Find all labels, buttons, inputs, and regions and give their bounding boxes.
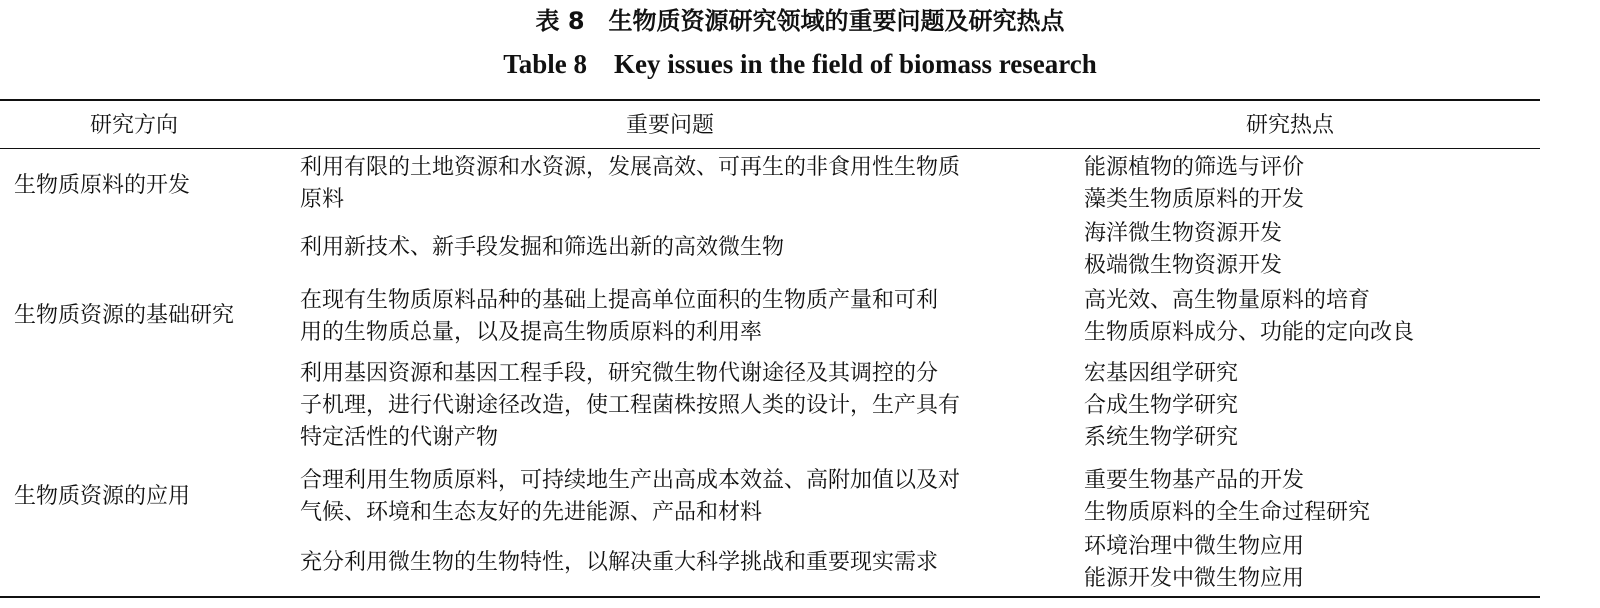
header-key-issues: 重要问题: [626, 113, 715, 138]
issue-line: 合理利用生物质原料，可持续地生产出高成本效益、高附加值以及对: [300, 468, 961, 493]
hotspot-item: 宏基因组学研究: [1084, 361, 1239, 386]
hotspot-item: 海洋微生物资源开发: [1084, 221, 1283, 246]
issue-item: [300, 285, 938, 349]
table-header-rule: [0, 148, 1540, 149]
issue-item: [300, 547, 938, 579]
hotspot-item: 生物质原料成分、功能的定向改良: [1084, 320, 1415, 345]
issue-line: 特定活性的代谢产物: [300, 425, 499, 450]
hotspot-item: 环境治理中微生物应用: [1084, 534, 1305, 559]
issue-item: [300, 358, 960, 454]
issue-line: 在现有生物质原料品种的基础上提高单位面积的生物质产量和可利: [300, 288, 939, 313]
issue-line: 原料: [300, 187, 345, 212]
issue-line: 气候、环境和生态友好的先进能源、产品和材料: [300, 500, 763, 525]
issue-line: 利用新技术、新手段发掘和筛选出新的高效微生物: [300, 235, 785, 260]
hotspot-group: [1084, 531, 1304, 595]
hotspot-item: 极端微生物资源开发: [1084, 253, 1283, 278]
hotspot-item: 系统生物学研究: [1084, 425, 1239, 450]
direction-application: 生物质资源的应用: [14, 484, 191, 509]
header-research-direction: 研究方向: [90, 113, 179, 138]
issue-line: 子机理，进行代谢途径改造，使工程菌株按照人类的设计，生产具有: [300, 393, 961, 418]
issue-line: 充分利用微生物的生物特性，以解决重大科学挑战和重要现实需求: [300, 550, 939, 575]
issue-item: [300, 152, 960, 216]
table-top-rule: [0, 99, 1540, 101]
direction-basic-research: 生物质资源的基础研究: [14, 303, 235, 328]
table-title-en: Table 8 Key issues in the field of biomass research: [503, 49, 1097, 79]
issue-line: 利用基因资源和基因工程手段，研究微生物代谢途径及其调控的分: [300, 361, 939, 386]
hotspot-group: [1084, 218, 1282, 282]
issue-line: 利用有限的土地资源和水资源，发展高效、可再生的非食用性生物质: [300, 155, 961, 180]
hotspot-group: [1084, 285, 1414, 349]
direction-raw-material-development: 生物质原料的开发: [14, 173, 191, 198]
hotspot-group: [1084, 358, 1238, 454]
header-research-hotspots: 研究热点: [1246, 113, 1335, 138]
issue-item: [300, 232, 784, 264]
issue-item: [300, 465, 960, 529]
hotspot-group: [1084, 465, 1370, 529]
hotspot-item: 藻类生物质原料的开发: [1084, 187, 1305, 212]
issue-line: 用的生物质总量，以及提高生物质原料的利用率: [300, 320, 763, 345]
hotspot-item: 能源开发中微生物应用: [1084, 566, 1305, 591]
table-bottom-rule: [0, 596, 1540, 598]
hotspot-item: 生物质原料的全生命过程研究: [1084, 500, 1371, 525]
hotspot-item: 重要生物基产品的开发: [1084, 468, 1305, 493]
hotspot-item: 能源植物的筛选与评价: [1084, 155, 1305, 180]
hotspot-item: 合成生物学研究: [1084, 393, 1239, 418]
hotspot-item: 高光效、高生物量原料的培育: [1084, 288, 1371, 313]
table-title-cn: 表 8 生物质资源研究领域的重要问题及研究热点: [535, 7, 1065, 35]
hotspot-group: [1084, 152, 1304, 216]
